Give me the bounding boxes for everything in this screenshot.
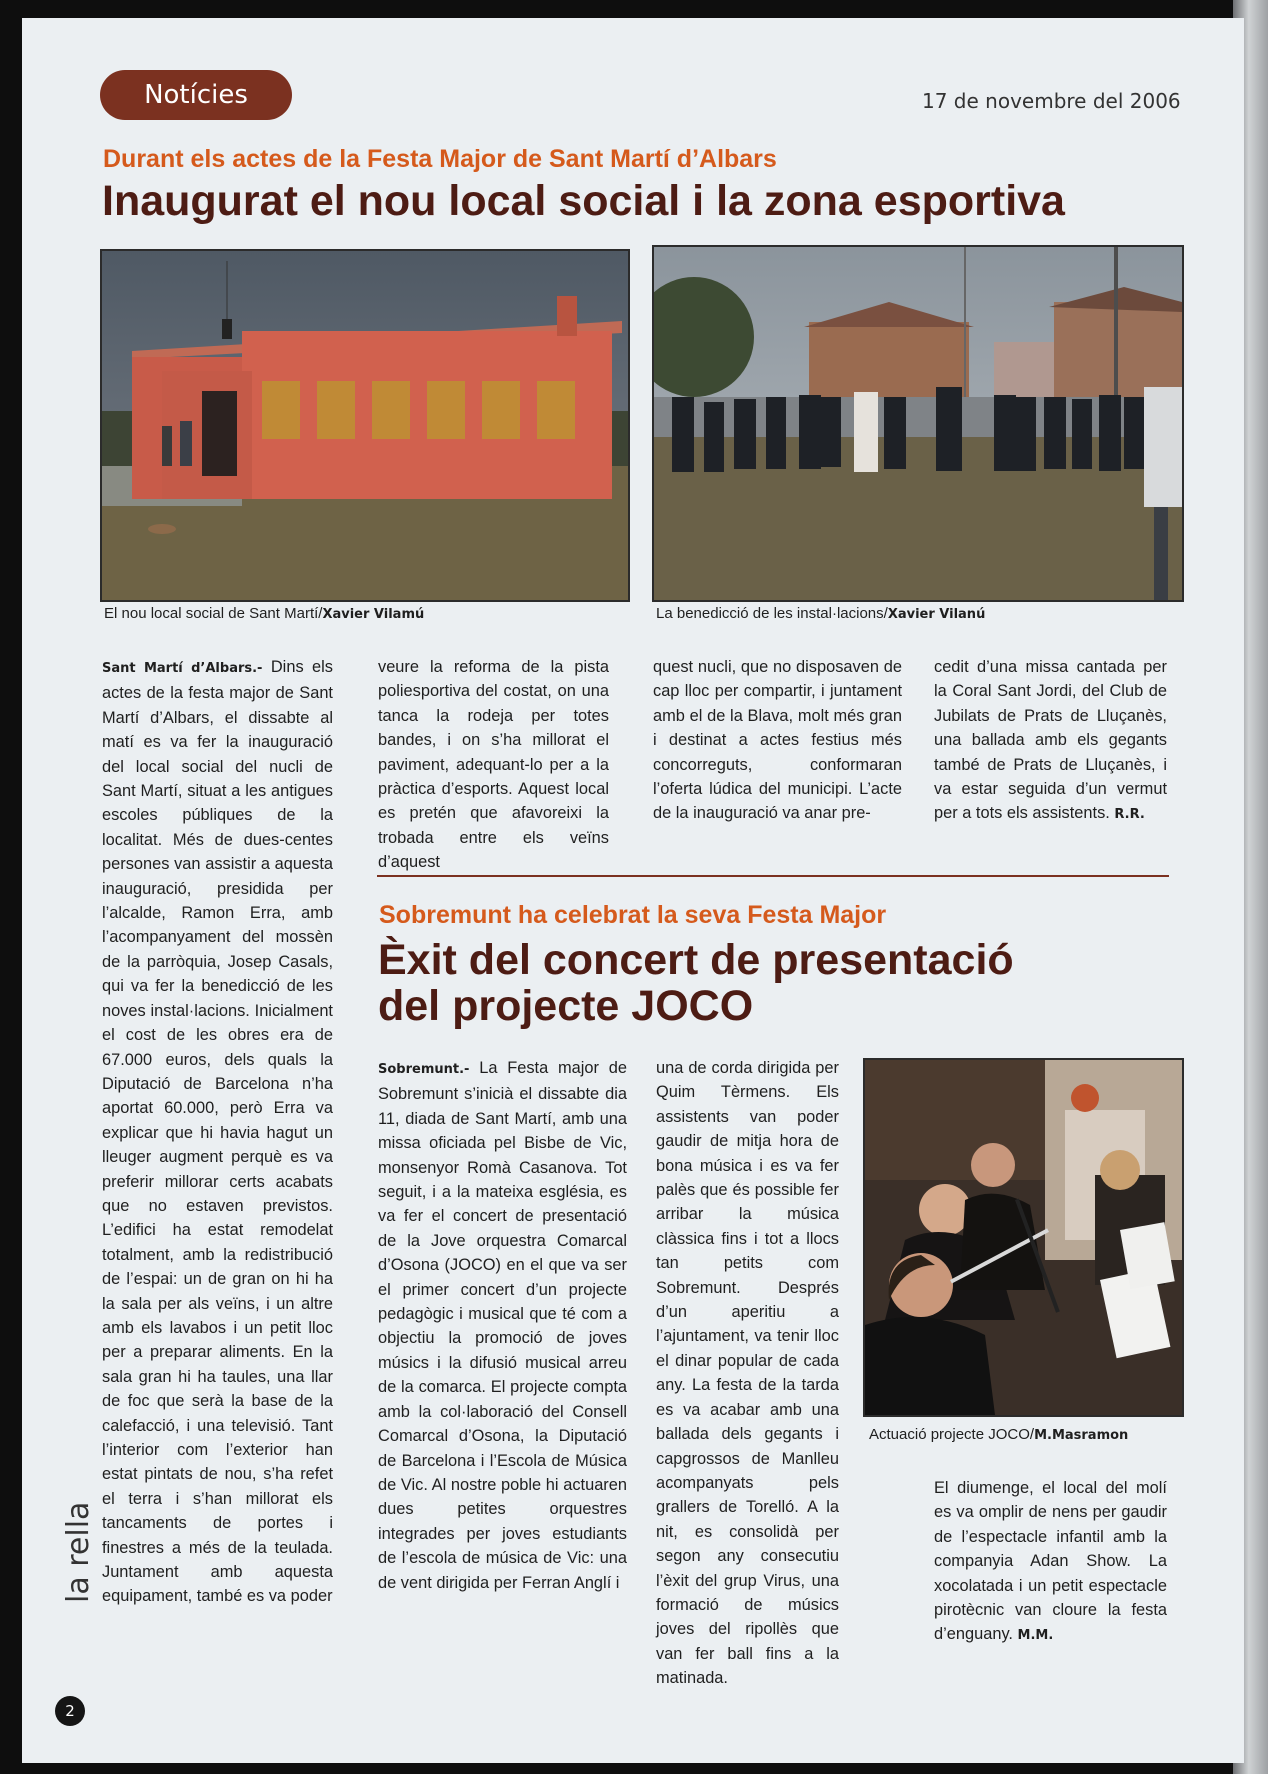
photo-credit: Xavier Vilamú: [322, 607, 425, 622]
photo-joco-concert-image: [865, 1060, 1182, 1415]
article2-column-2: [378, 1056, 627, 1595]
article1-kicker: Durant els actes de la Festa Major de Sant Martí d’Albars: [103, 145, 777, 173]
photo-social-building-caption: [104, 605, 424, 622]
article2-column-3: [656, 1056, 839, 1691]
photo-credit: M.Masramon: [1034, 1428, 1129, 1443]
article-divider: [377, 875, 1169, 877]
article1-column-1: [102, 655, 333, 1609]
article1-column-4: [934, 655, 1167, 828]
article1-col2-text: veure la reforma de la pista poliesportiva del costat, on una tanca la rodeja per totes bandes, i on s’ha millorat el paviment, adequant-lo per a la pràctica d’esports. Aquest local es pretén que afavoreixi la trobada entre els veïns d’aquest: [378, 658, 609, 872]
article2-col3-text: una de corda dirigida per Quim Tèrmens. Els assistents van poder gaudir de mitja hora de bona música i es va fer palès que és possible fer arribar la música clàssica fins i tot a llocs tan petits com Sobremunt. Després d’un aperitiu a l’ajuntament, va tenir lloc el dinar popular de cada any. La festa de la tarda es va acabar amb una ballada dels gegants i capgrossos de Manlleu acompanyats pels grallers de Torelló. A la nit, es consolidà per segon any consecutiu l’èxit del grup Virus, una formació de músics joves del ripollès que van fer ball fins a la matinada.: [656, 1059, 839, 1688]
photo-social-building: [100, 249, 630, 602]
article2-col4-text: El diumenge, el local del molí es va omplir de nens per gaudir de l’espectacle infantil amb la companyia Adan Show. La xocolatada i un petit espectacle pirotècnic van cloure la festa d’enguany.: [934, 1479, 1167, 1644]
photo-credit: Xavier Vilanú: [887, 607, 986, 622]
article1-headline: Inaugurat el nou local social i la zona esportiva: [102, 177, 1065, 225]
article2-headline: Èxit del concert de presentació del projecte JOCO: [378, 936, 1014, 1030]
article2-kicker: Sobremunt ha celebrat la seva Festa Major: [379, 901, 887, 929]
photo-blessing-caption: [656, 605, 985, 622]
article1-col1-text: Dins els actes de la festa major de Sant Martí d’Albars, el dissabte al matí es va fer la inauguració del local social del nucli de Sant Martí, situat a les antigues escoles públiques de la localitat. Més de dues-centes persones van assistir a aquesta inauguració, presidida per l’alcalde, Ramon Erra, amb l’acompanyament del mossèn de la parròquia, Josep Casals, qui va fer la benedicció de les noves instal·lacions. Inicialment el cost de les obres era de 67.000 euros, dels quals la Diputació de Barcelona n’ha aportat 60.000, però Erra va explicar que hi havia hagut un lleuger augment perquè es va preferir millorar certs acabats que no estaven previstos. L’edifici ha estat remodelat totalment, amb la redistribució de l’espai: un de gran on hi ha la sala per als veïns, i un altre amb els lavabos i un petit lloc per a preparar aliments. En la sala gran hi ha taules, una llar de foc que serà la base de la calefacció, i una televisió. Tant l’interior com l’exterior han estat pintats de nou, s’ha refet el terra i s’han millorat els tancaments de portes i finestres a més de la teulada. Juntament amb aquesta equipament, també es va poder: [102, 658, 333, 1606]
issue-date: 17 de novembre del 2006: [922, 89, 1181, 113]
article1-column-3: [653, 655, 902, 826]
article2-col2-text: La Festa major de Sobremunt s’inicià el dissabte dia 11, diada de Sant Martí, amb una missa oficiada pel Bisbe de Vic, monsenyor Romà Casanova. Tot seguit, i a la mateixa església, es va fer el concert de presentació de la Jove orquestra Comarcal d’Osona (JOCO) en el que va ser el primer concert d’un projecte pedagògic i musical que té com a objectiu la promoció de joves músics i la difusió musical arreu de la comarca. El projecte compta amb la col·laboració del Consell Comarcal d’Osona, la Diputació de Barcelona i l’Escola de Música de Vic. Al nostre poble hi actuaren dues petites orquestres integrades per joves estudiants de l’escola de música de Vic: una de vent dirigida per Ferran Anglí i: [378, 1059, 627, 1592]
photo-blessing-image: [654, 247, 1182, 600]
photo-joco-caption: [869, 1426, 1128, 1443]
caption-text: El nou local social de Sant Martí/: [104, 605, 323, 622]
photo-joco-concert: [863, 1058, 1184, 1417]
article1-lead: Sant Martí d’Albars.-: [102, 661, 263, 676]
article2-lead: Sobremunt.-: [378, 1062, 470, 1077]
caption-text: Actuació projecte JOCO/: [869, 1426, 1035, 1443]
photo-blessing: [652, 245, 1184, 602]
page-number: 2: [55, 1696, 85, 1726]
section-badge: Notícies: [100, 70, 292, 120]
article2-column-4: [934, 1476, 1167, 1649]
magazine-page: [22, 18, 1244, 1763]
article1-col3-text: quest nucli, que no disposaven de cap lloc per compartir, i juntament amb el de la Blava, molt més gran i destinat a actes festius més concorreguts, conformaran l’oferta lúdica del municipi. L’acte de la inauguració va anar pre-: [653, 658, 902, 823]
article1-col4-text: cedit d’una missa cantada per la Coral Sant Jordi, del Club de Jubilats de Prats de Lluçanès, una ballada amb els gegants també de Prats de Lluçanès, i va estar seguida d’un vermut per a tots els assistents.: [934, 658, 1167, 823]
caption-text: La benedicció de les instal·lacions/: [656, 605, 888, 622]
article2-signature: M.M.: [1017, 1628, 1054, 1644]
magazine-name-vertical: la rella: [61, 1501, 96, 1603]
article1-signature: R.R.: [1114, 807, 1145, 823]
article1-column-2: [378, 655, 609, 875]
photo-social-building-image: [102, 251, 628, 600]
